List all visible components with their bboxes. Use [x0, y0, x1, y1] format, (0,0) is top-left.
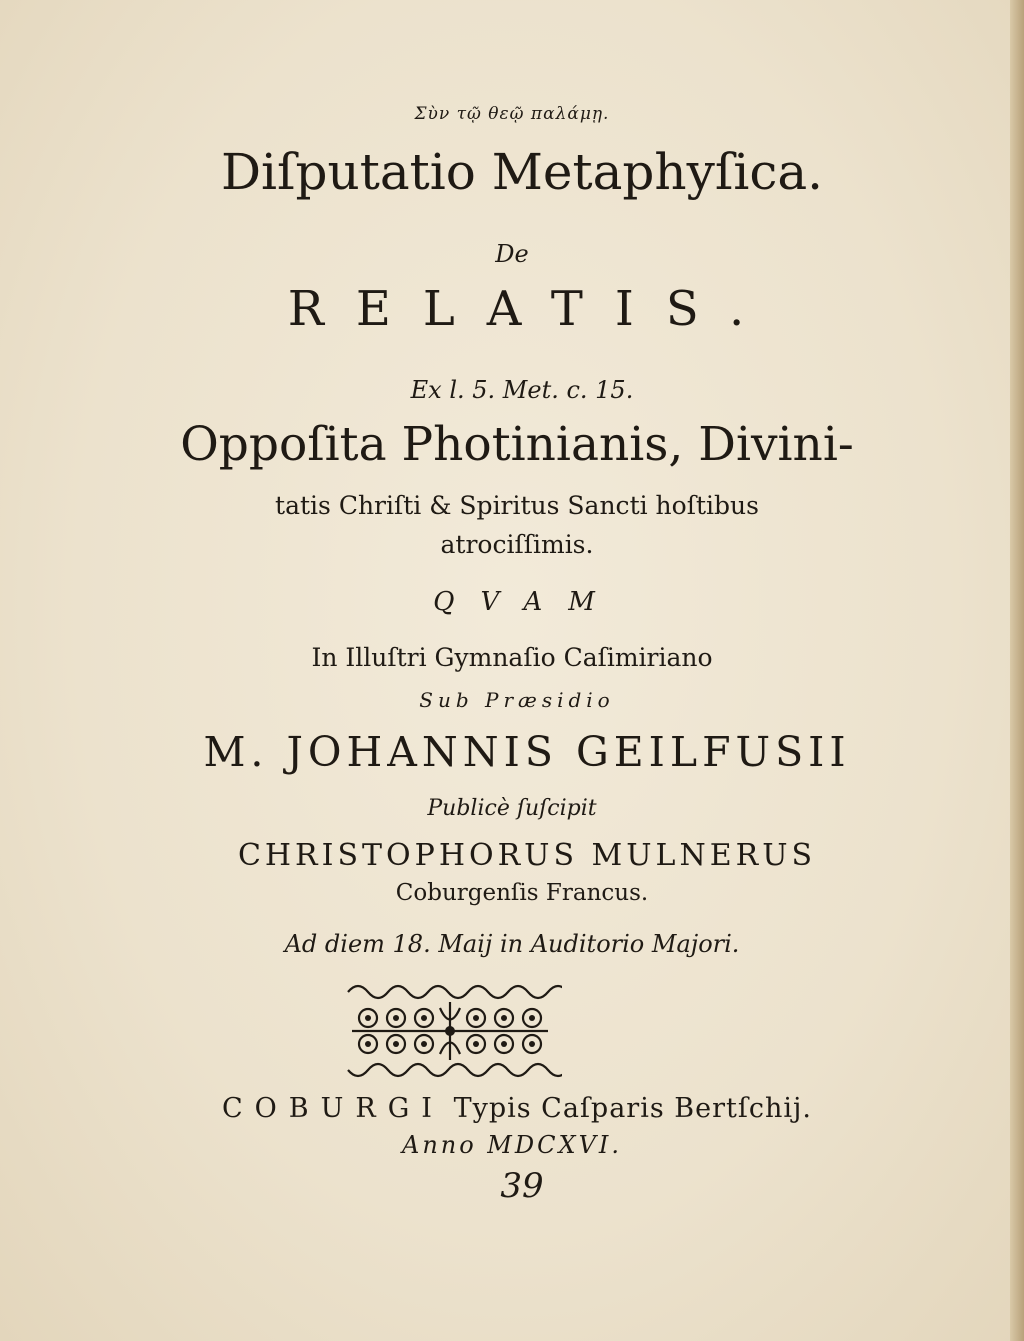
subject-heading: RELATIS. — [287, 281, 777, 337]
source-reference: Ex l. 5. Met. c. 15. — [410, 376, 634, 404]
imprint-line — [0, 1093, 1024, 1124]
quam-line: QVAM — [433, 587, 621, 617]
year-line: Anno MDCXVI. — [401, 1131, 623, 1159]
respondent-origin: Coburgenſis Francus. — [395, 880, 649, 906]
opposita-line-2: tatis Chriſti & Spiritus Sancti hoſtibus — [275, 491, 759, 520]
opposita-line-3: atrociſſimis. — [440, 530, 594, 559]
praeses-name: M. JOHANNIS GEILFUSII — [203, 728, 851, 776]
greek-motto: Σὺν τῷ θεῷ παλάμῃ. — [414, 104, 610, 124]
publice-line: Publicè ſuſcipit — [427, 796, 597, 821]
sub-praesidio-line: Sub Præsidio — [419, 688, 615, 712]
place-line: In Illuſtri Gymnaſio Caſimiriano — [311, 643, 713, 672]
imprint-printer: Typis Caſparis Bertſchij. — [453, 1093, 812, 1124]
date-line: Ad diem 18. Maij in Auditorio Majori. — [284, 930, 740, 958]
respondent-name: CHRISTOPHORUS MULNERUS — [237, 838, 817, 873]
disputation-title: Diſputatio Metaphyſica. — [220, 143, 824, 201]
folio-number: 39 — [500, 1166, 544, 1206]
printer-ornament-icon — [338, 978, 562, 1084]
de-line: De — [495, 240, 529, 268]
opposita-line-1: Oppoſita Photinianis, Divini- — [180, 417, 854, 472]
imprint-city: COBURGI — [222, 1093, 444, 1124]
